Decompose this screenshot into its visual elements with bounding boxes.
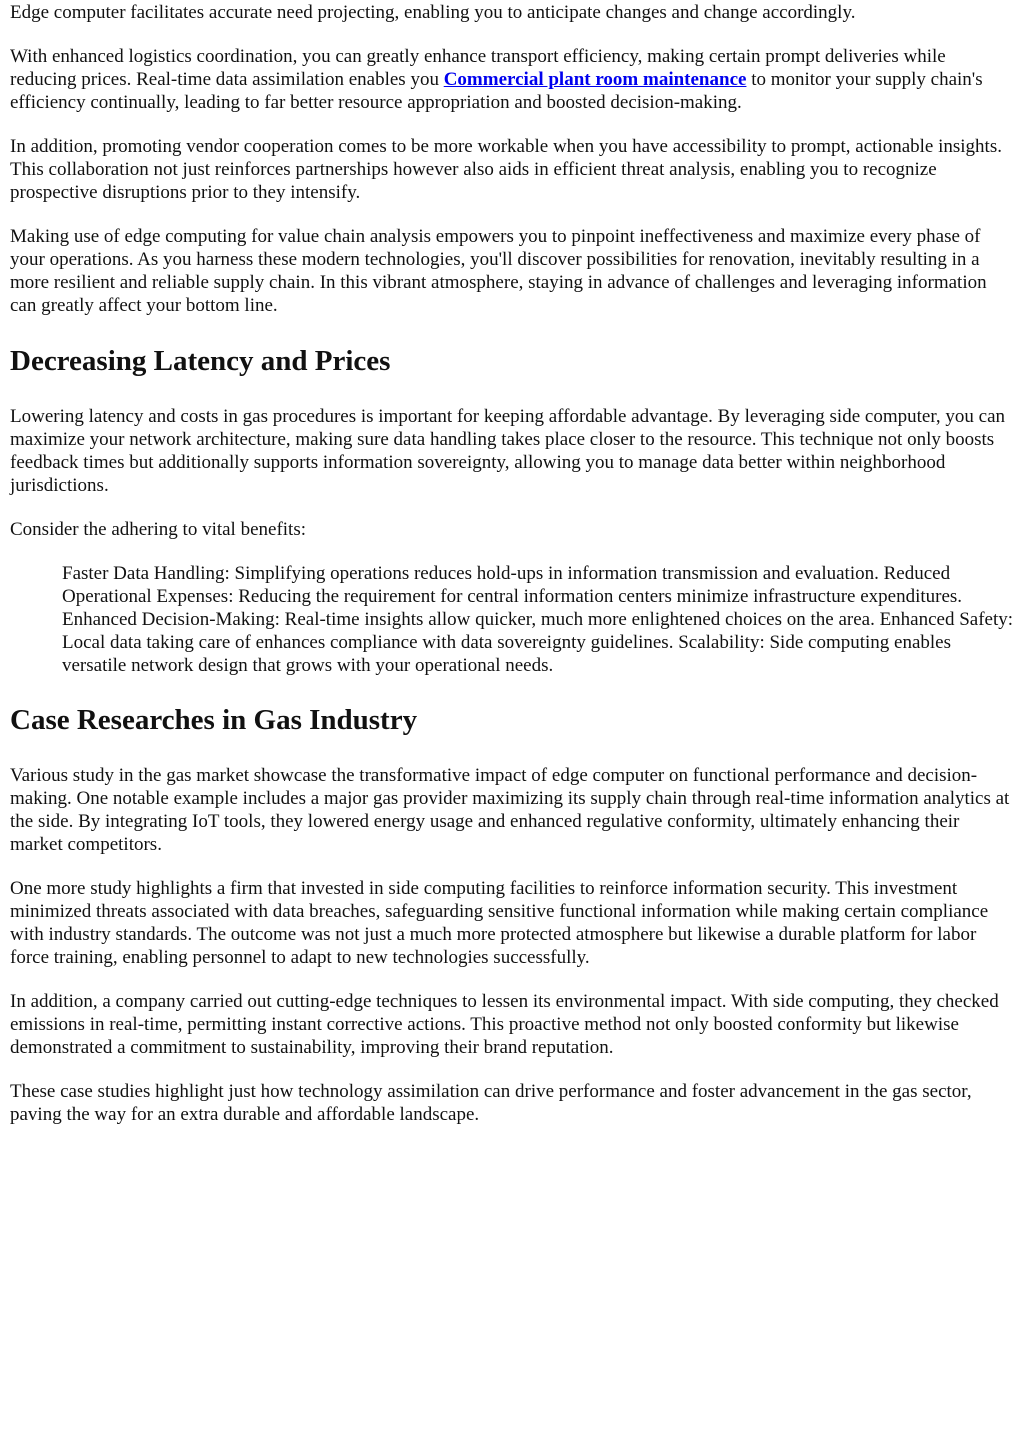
article-page bbox=[0, 1, 1024, 1447]
heading-decreasing-latency: Decreasing Latency and Prices bbox=[10, 345, 391, 377]
commercial-plant-room-maintenance-link[interactable]: Commercial plant room maintenance bbox=[443, 69, 747, 90]
paragraph-value-chain: Making use of edge computing for value chain analysis empowers you to pinpoint ineffectiveness and maximize every phase of your operations. As you harness these modern technologies, you'll discover possibilities for renovation, inevitably resulting in a more resilient and reliable supply chain. In this vibrant atmosphere, staying in advance of challenges and leveraging information can greatly affect your bottom line. bbox=[10, 226, 987, 316]
paragraph-case-study-1: Various study in the gas market showcase the transformative impact of edge computer on functional performance and decision-making. One notable example includes a major gas provider maximizing its supply chain through real-time information analytics at the side. By integrating IoT tools, they lowered energy usage and enhanced regulative conformity, ultimately enhancing their market competitors. bbox=[10, 765, 1010, 855]
paragraph-lowering-latency: Lowering latency and costs in gas procedures is important for keeping affordable advantage. By leveraging side computer, you can maximize your network architecture, making sure data handling takes place closer to the resource. This technique not only boosts feedback times but additionally supports information sovereignty, allowing you to manage data better within neighborhood jurisdictions. bbox=[10, 406, 1006, 496]
paragraph-logistics bbox=[10, 45, 1016, 114]
paragraph-conclusion: These case studies highlight just how technology assimilation can drive performance and foster advancement in the gas sector, paving the way for an extra durable and affordable landscape. bbox=[10, 1081, 972, 1125]
paragraph-case-study-3: In addition, a company carried out cutting-edge techniques to lessen its environmental impact. With side computing, they checked emissions in real-time, permitting instant corrective actions. This proactive method not only boosted conformity but likewise demonstrated a commitment to sustainability, improving their brand reputation. bbox=[10, 991, 999, 1058]
paragraph-demand-forecasting: Edge computer facilitates accurate need projecting, enabling you to anticipate changes and change accordingly. bbox=[10, 2, 856, 23]
benefits-blockquote: Faster Data Handling: Simplifying operations reduces hold-ups in information transmission and evaluation. Reduced Operational Expenses: Reducing the requirement for central information centers minimize infrastructure expenditures. Enhanced Decision-Making: Real-time insights allow quicker, much more enlightened choices on the area. Enhanced Safety: Local data taking care of enhances compliance with data sovereignty guidelines. Scalability: Side computing enables versatile network design that grows with your operational needs. bbox=[62, 563, 1014, 676]
paragraph-case-study-2: One more study highlights a firm that invested in side computing facilities to reinforce information security. This investment minimized threats associated with data breaches, safeguarding sensitive functional information while making certain compliance with industry standards. The outcome was not just a much more protected atmosphere but likewise a durable platform for labor force training, enabling personnel to adapt to new technologies successfully. bbox=[10, 878, 989, 968]
paragraph-text: With enhanced logistics coordination, you can greatly enhance transport efficiency, making certain prompt deliveries while reducing prices. Real-time data assimilation enables you bbox=[10, 46, 946, 90]
heading-case-researches: Case Researches in Gas Industry bbox=[10, 704, 418, 736]
paragraph-benefits-intro: Consider the adhering to vital benefits: bbox=[10, 519, 307, 540]
paragraph-text: to monitor your supply chain's efficiency continually, leading to far better resource appropriation and boosted decision-making. bbox=[10, 69, 983, 113]
paragraph-vendor-cooperation: In addition, promoting vendor cooperation comes to be more workable when you have accessibility to prompt, actionable insights. This collaboration not just reinforces partnerships however also aids in efficient threat analysis, enabling you to recognize prospective disruptions prior to they intensify. bbox=[10, 136, 1002, 203]
